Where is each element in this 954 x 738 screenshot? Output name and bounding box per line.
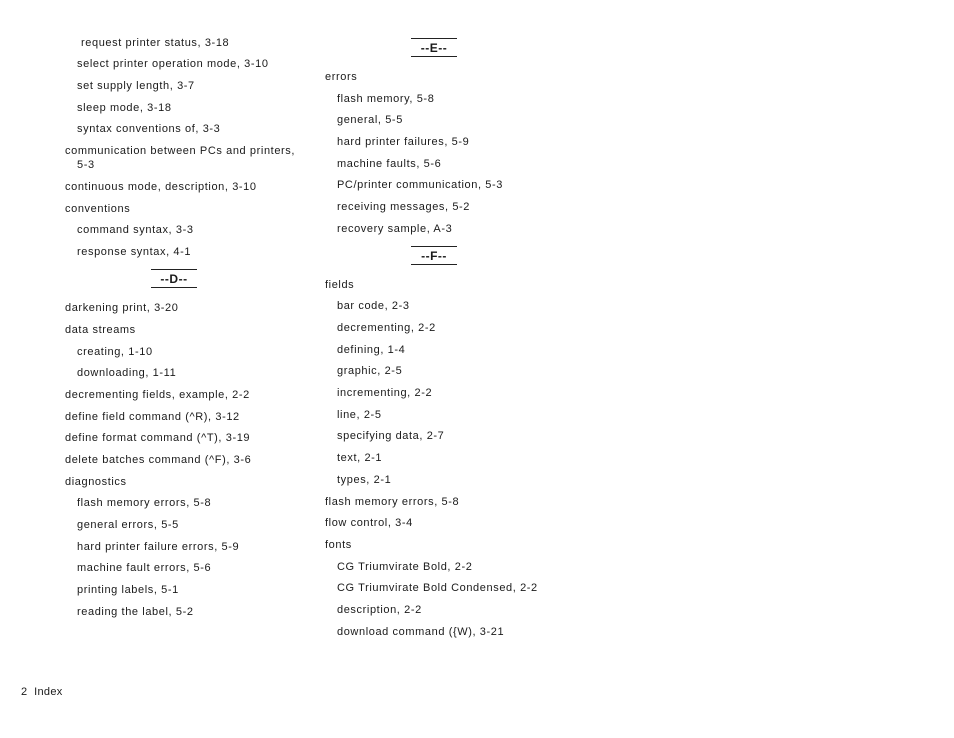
index-subentry: creating, 1-10 xyxy=(77,346,153,358)
index-subentry: defining, 1-4 xyxy=(337,344,406,356)
index-entry: conventions xyxy=(65,203,131,215)
index-subentry: specifying data, 2-7 xyxy=(337,430,445,442)
index-entry: diagnostics xyxy=(65,476,127,488)
letter-heading: --F-- xyxy=(411,246,457,265)
index-entry: delete batches command (^F), 3-6 xyxy=(65,454,252,466)
index-subentry: receiving messages, 5-2 xyxy=(337,201,471,213)
index-entry: fonts xyxy=(325,539,352,551)
index-entry: flow control, 3-4 xyxy=(325,517,413,529)
page-number: 2 xyxy=(21,686,28,698)
index-subentry: recovery sample, A-3 xyxy=(337,223,453,235)
index-subentry: machine faults, 5-6 xyxy=(337,158,442,170)
index-subentry: graphic, 2-5 xyxy=(337,365,403,377)
index-subentry: CG Triumvirate Bold, 2-2 xyxy=(337,561,473,573)
index-subentry: syntax conventions of, 3-3 xyxy=(77,123,221,135)
index-subentry: 5-3 xyxy=(77,159,95,171)
letter-heading: --E-- xyxy=(411,38,457,57)
index-subentry: printing labels, 5-1 xyxy=(77,584,179,596)
index-entry: decrementing fields, example, 2-2 xyxy=(65,389,250,401)
index-subentry: decrementing, 2-2 xyxy=(337,322,436,334)
index-subentry: response syntax, 4-1 xyxy=(77,246,192,258)
index-entry: define format command (^T), 3-19 xyxy=(65,432,251,444)
index-subentry: general errors, 5-5 xyxy=(77,519,179,531)
index-subentry: select printer operation mode, 3-10 xyxy=(77,58,269,70)
index-subentry: command syntax, 3-3 xyxy=(77,224,194,236)
index-entry: fields xyxy=(325,279,355,291)
index-subentry: line, 2-5 xyxy=(337,409,382,421)
index-subentry: text, 2-1 xyxy=(337,452,383,464)
index-subentry: request printer status, 3-18 xyxy=(81,37,230,49)
letter-heading: --D-- xyxy=(151,269,197,288)
index-subentry: downloading, 1-11 xyxy=(77,367,177,379)
index-entry: darkening print, 3-20 xyxy=(65,302,179,314)
index-subentry: description, 2-2 xyxy=(337,604,422,616)
index-subentry: hard printer failure errors, 5-9 xyxy=(77,541,240,553)
index-subentry: download command ({W), 3-21 xyxy=(337,626,505,638)
index-subentry: set supply length, 3-7 xyxy=(77,80,195,92)
index-entry: communication between PCs and printers, xyxy=(65,145,296,157)
index-subentry: incrementing, 2-2 xyxy=(337,387,433,399)
index-subentry: hard printer failures, 5-9 xyxy=(337,136,470,148)
index-entry: flash memory errors, 5-8 xyxy=(325,496,460,508)
index-subentry: machine fault errors, 5-6 xyxy=(77,562,212,574)
index-entry: data streams xyxy=(65,324,136,336)
index-entry: errors xyxy=(325,71,358,83)
index-subentry: flash memory, 5-8 xyxy=(337,93,435,105)
index-subentry: types, 2-1 xyxy=(337,474,392,486)
index-subentry: bar code, 2-3 xyxy=(337,300,410,312)
index-subentry: reading the label, 5-2 xyxy=(77,606,194,618)
index-subentry: general, 5-5 xyxy=(337,114,403,126)
index-subentry: CG Triumvirate Bold Condensed, 2-2 xyxy=(337,582,538,594)
index-subentry: PC/printer communication, 5-3 xyxy=(337,179,503,191)
index-entry: continuous mode, description, 3-10 xyxy=(65,181,257,193)
index-subentry: sleep mode, 3-18 xyxy=(77,102,172,114)
index-entry: define field command (^R), 3-12 xyxy=(65,411,240,423)
index-subentry: flash memory errors, 5-8 xyxy=(77,497,212,509)
page-footer xyxy=(21,686,63,698)
section-name: Index xyxy=(34,686,63,698)
